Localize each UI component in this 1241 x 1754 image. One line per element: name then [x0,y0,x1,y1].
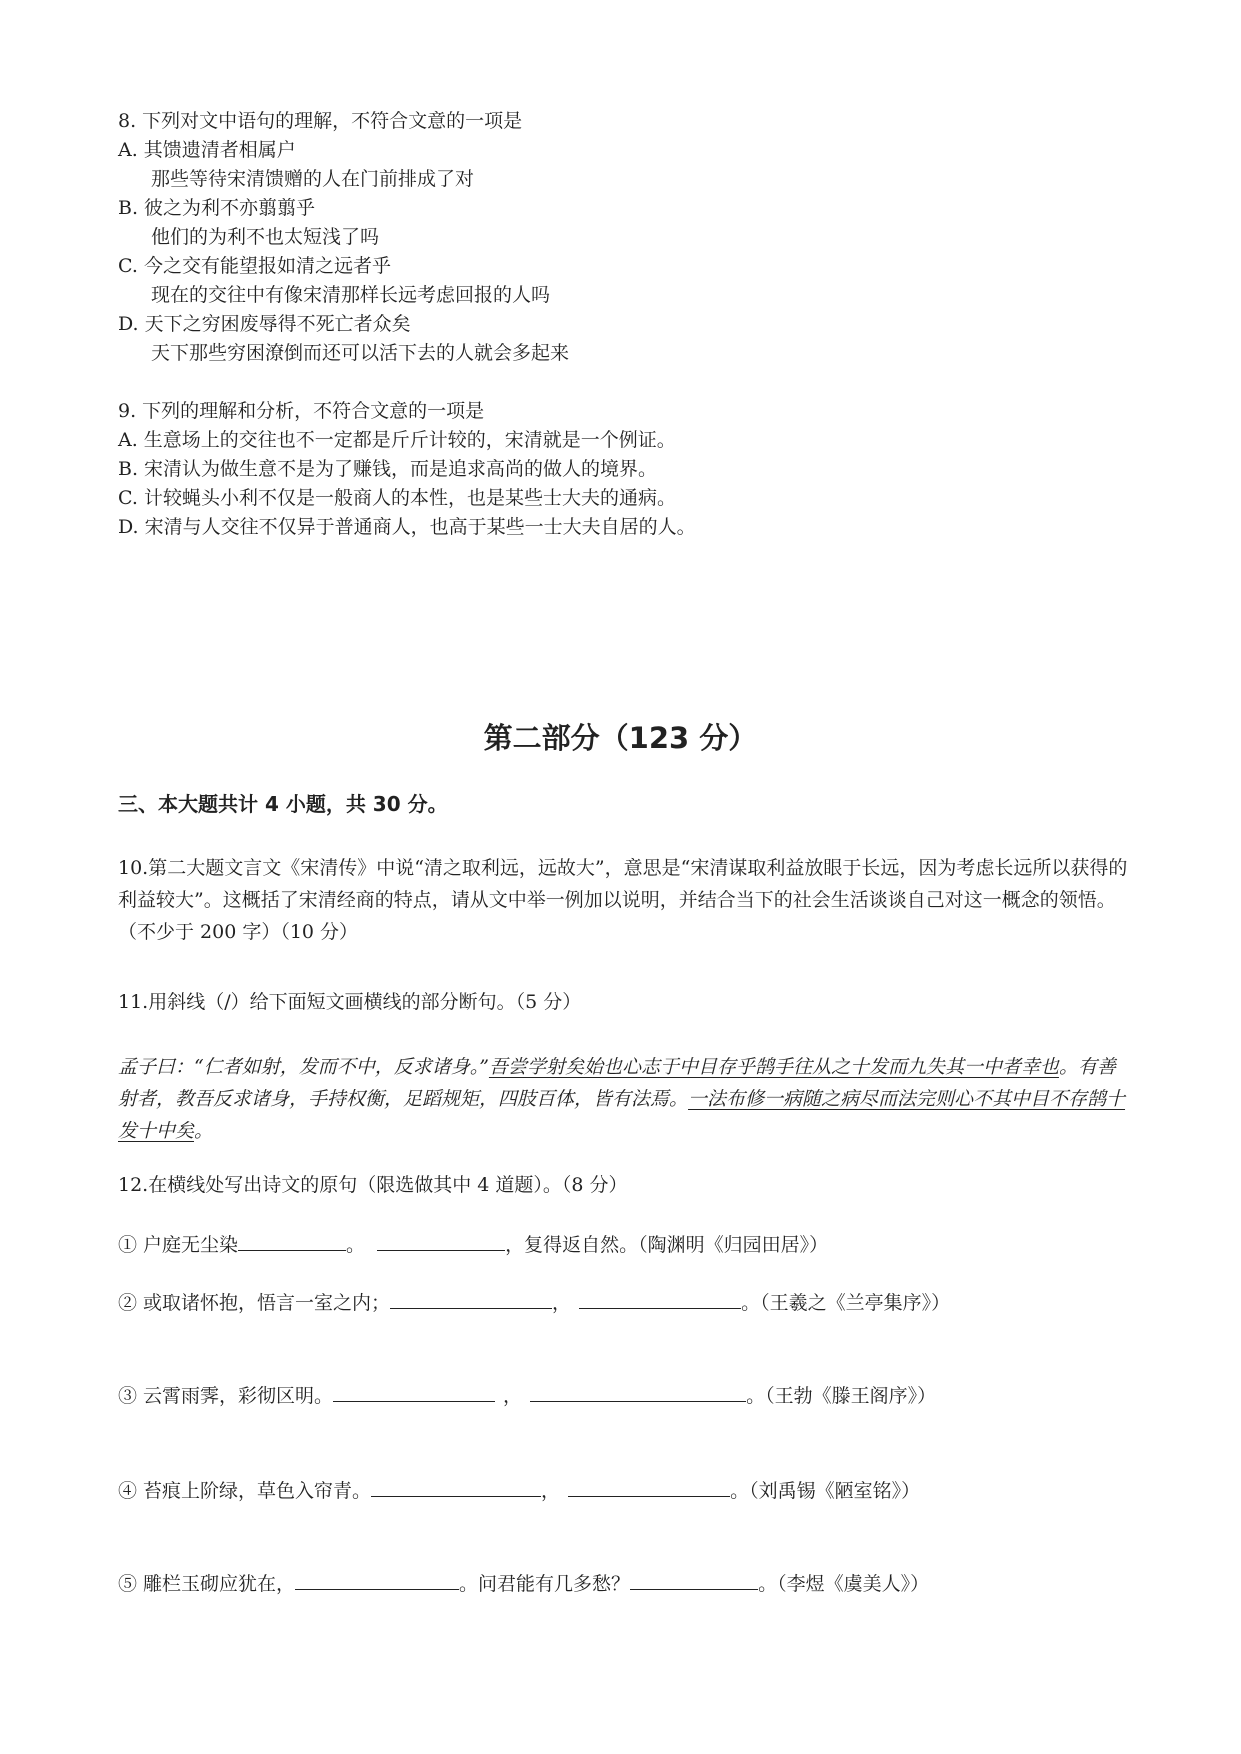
q11-stem: 11.用斜线（/）给下面短文画横线的部分断句。（5 分） [118,991,582,1013]
answer-blank[interactable] [238,1232,346,1251]
item-text: ， [503,1385,523,1407]
passage-underlined-segment-2: 一法布修一病随之病尽而法完则心不其中目不存鹄十发十中矣 [118,1088,1126,1142]
item-text: 。（王羲之《兰亭集序》） [741,1292,951,1314]
answer-blank[interactable] [390,1290,552,1309]
item-text: 。问君能有几多愁？ [459,1573,631,1595]
answer-blank[interactable] [333,1383,495,1402]
q9-option-d: D. 宋清与人交往不仅异于普通商人，也高于某些一士大夫自居的人。 [118,516,696,538]
answer-blank[interactable] [371,1478,541,1497]
q9-option-c: C. 计较蝇头小利不仅是一般商人的本性，也是某些士大夫的通病。 [118,487,676,509]
item-text: ② 或取诸怀抱，悟言一室之内； [118,1292,391,1314]
q12-item-1 [118,1232,828,1258]
item-text: ③ 云霄雨霁，彩彻区明。 [118,1385,334,1407]
part-two-title: 第二部分（123 分） [483,721,758,755]
answer-blank[interactable] [630,1571,758,1590]
q12-item-5 [118,1571,929,1597]
item-text: ， [541,1480,561,1502]
q12-item-3 [118,1383,936,1409]
q8-stem: 8. 下列对文中语句的理解，不符合文意的一项是 [118,110,523,132]
q8-option-c: C. 今之交有能望报如清之远者乎 [118,255,391,277]
answer-blank[interactable] [377,1232,505,1251]
q8-option-a: A. 其馈遗清者相属户 [118,139,296,161]
q12-item-4 [118,1478,920,1504]
q10-prompt: 10.第二大题文言文《宋清传》中说“清之取利远，远故大”，意思是“宋清谋取利益放眼于长远，因为考虑长远所以获得的利益较大”。这概括了宋清经商的特点，请从文中举一例加以说明，并结合当下的社会生活谈谈自己对这一概念的领悟。（不少于 200 字）（10 分） [118,857,1128,943]
q12-item-2 [118,1290,950,1316]
item-text: 。 [346,1234,366,1256]
q11-classical-passage [118,1051,1130,1147]
item-text: 。（王勃《滕王阁序》） [746,1385,937,1407]
q9-stem: 9. 下列的理解和分析，不符合文意的一项是 [118,400,485,422]
q8-option-d-explanation: 天下那些穷困潦倒而还可以活下去的人就会多起来 [151,342,570,364]
item-text: ， [552,1292,572,1314]
q8-option-c-explanation: 现在的交往中有像宋清那样长远考虑回报的人吗 [151,284,551,306]
passage-text: 。有善射者，教吾反求诸身，手持权衡，足蹈规矩，四肢百体，皆有法焉。 [118,1056,1116,1110]
item-text: ① 户庭无尘染 [118,1234,239,1256]
answer-blank[interactable] [579,1290,741,1309]
q8-option-d: D. 天下之穷困废辱得不死亡者众矣 [118,313,411,335]
passage-underlined-segment-1: 吾尝学射矣始也心志于中目存乎鹄手往从之十发而九失其一中者幸也 [488,1056,1059,1078]
section-three-header: 三、本大题共计 4 小题，共 30 分。 [118,792,448,816]
q8-option-a-explanation: 那些等待宋清馈赠的人在门前排成了对 [151,168,475,190]
answer-blank[interactable] [295,1571,459,1590]
q8-option-b: B. 彼之为利不亦翦翦乎 [118,197,316,219]
answer-blank[interactable] [530,1383,746,1402]
passage-text: 。 [194,1120,214,1142]
q9-option-b: B. 宋清认为做生意不是为了赚钱，而是追求高尚的做人的境界。 [118,458,658,480]
item-text: 。（刘禹锡《陋室铭》） [730,1480,921,1502]
answer-blank[interactable] [568,1478,730,1497]
item-text: ，复得返自然。（陶渊明《归园田居》） [505,1234,829,1256]
q12-stem: 12.在横线处写出诗文的原句（限选做其中 4 道题）。（8 分） [118,1174,628,1196]
item-text: ④ 苔痕上阶绿，草色入帘青。 [118,1480,372,1502]
q9-option-a: A. 生意场上的交往也不一定都是斤斤计较的，宋清就是一个例证。 [118,429,676,451]
item-text: 。（李煜《虞美人》） [758,1573,930,1595]
item-text: ⑤ 雕栏玉砌应犹在， [118,1573,296,1595]
passage-text: 孟子曰：“仁者如射，发而不中，反求诸身。” [118,1056,489,1078]
q8-option-b-explanation: 他们的为利不也太短浅了吗 [151,226,380,248]
